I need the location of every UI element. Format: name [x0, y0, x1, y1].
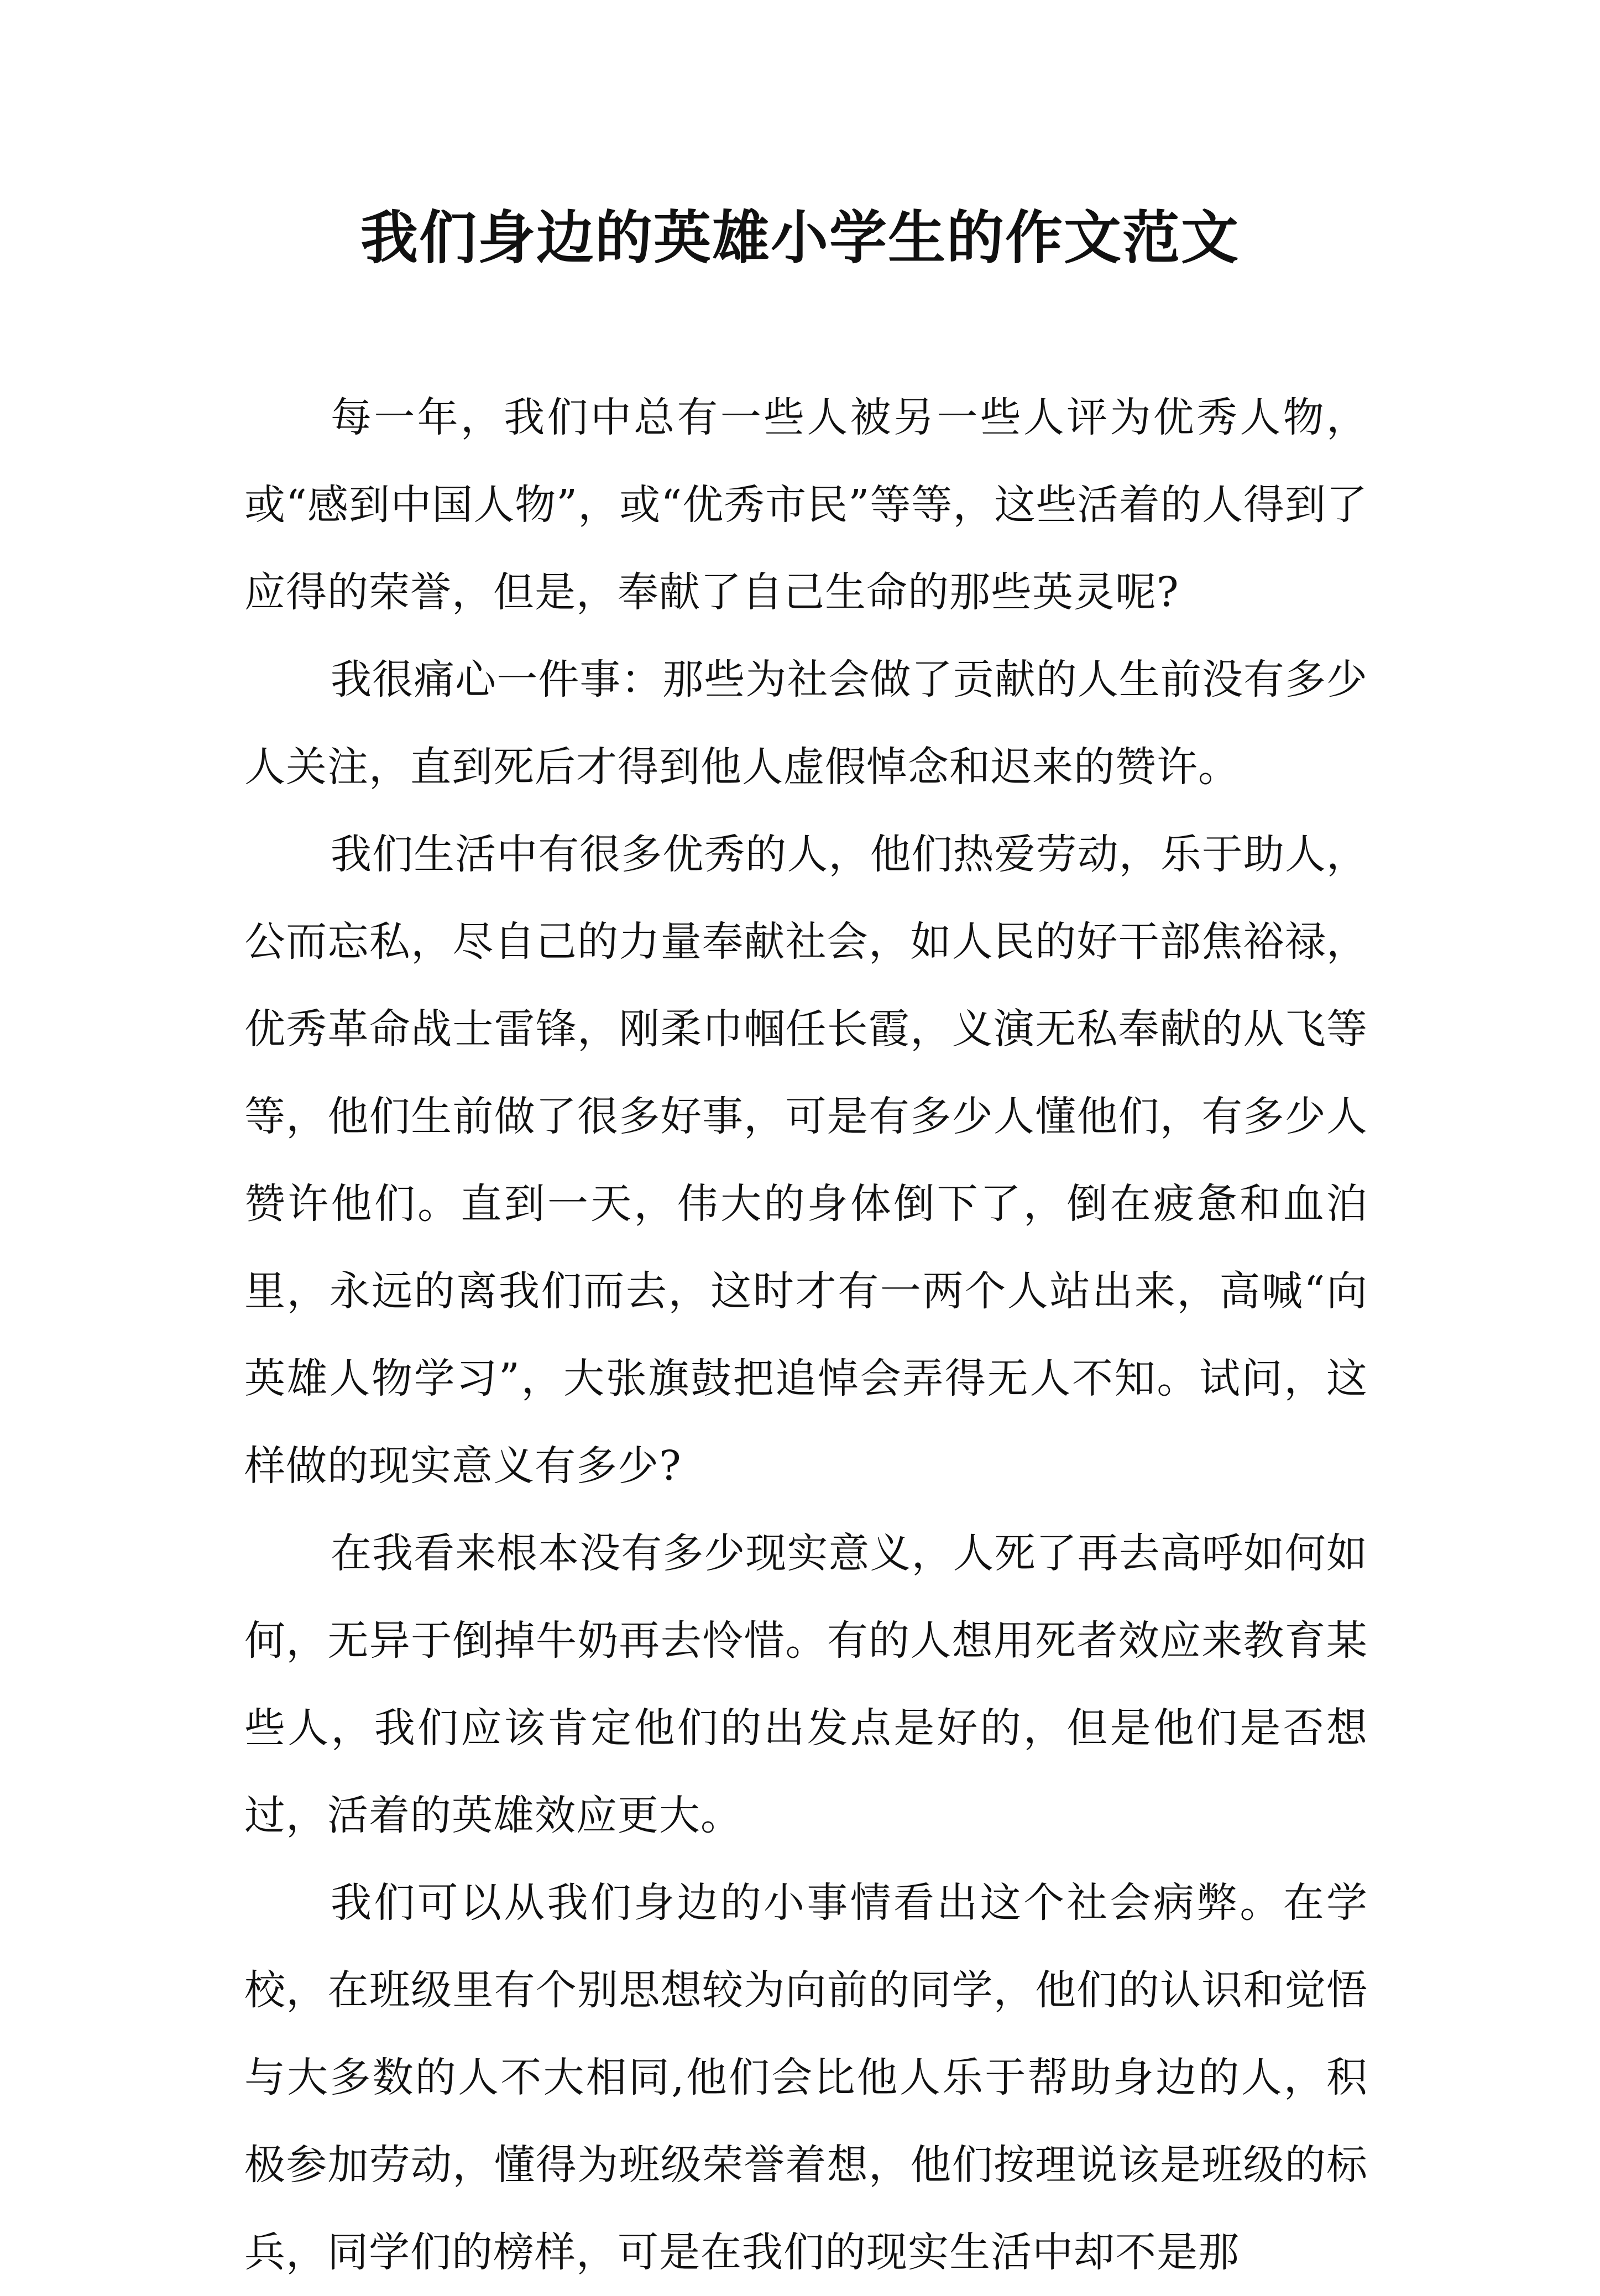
document-body — [244, 374, 1368, 2296]
paragraph-4: 在我看来根本没有多少现实意义，人死了再去高呼如何如何，无异于倒掉牛奶再去怜惜。有的人想用死者效应来教育某些人，我们应该肯定他们的出发点是好的，但是他们是否想过，活着的英雄效应更大。 — [244, 1530, 1368, 1839]
paragraph-1: 每一年，我们中总有一些人被另一些人评为优秀人物，或“感到中国人物”，或“优秀市民”等等，这些活着的人得到了应得的荣誉，但是，奉献了自己生命的那些英灵呢? — [244, 394, 1368, 616]
paragraph-3: 我们生活中有很多优秀的人，他们热爱劳动，乐于助人，公而忘私，尽自己的力量奉献社会，如人民的好干部焦裕禄，优秀革命战士雷锋，刚柔巾帼任长霞，义演无私奉献的从飞等等，他们生前做了很多好事，可是有多少人懂他们，有多少人赞许他们。直到一天，伟大的身体倒下了，倒在疲惫和血泊里，永远的离我们而去，这时才有一两个人站出来，高喊“向英雄人物学习”，大张旗鼓把追悼会弄得无人不知。试问，这样做的现实意义有多少? — [244, 831, 1368, 1490]
paragraph-2: 我很痛心一件事：那些为社会做了贡献的人生前没有多少人关注，直到死后才得到他人虚假悼念和迟来的赞许。 — [244, 656, 1368, 791]
document-title: 我们身边的英雄小学生的作文范文 — [360, 204, 1240, 272]
paragraph-5: 我们可以从我们身边的小事情看出这个社会病弊。在学校，在班级里有个别思想较为向前的同学，他们的认识和觉悟与大多数的人不大相同,他们会比他人乐于帮助身边的人，积极参加劳动，懂得为班级荣誉着想，他们按理说该是班级的标兵，同学们的榜样，可是在我们的现实生活中却不是那 — [244, 1879, 1368, 2276]
